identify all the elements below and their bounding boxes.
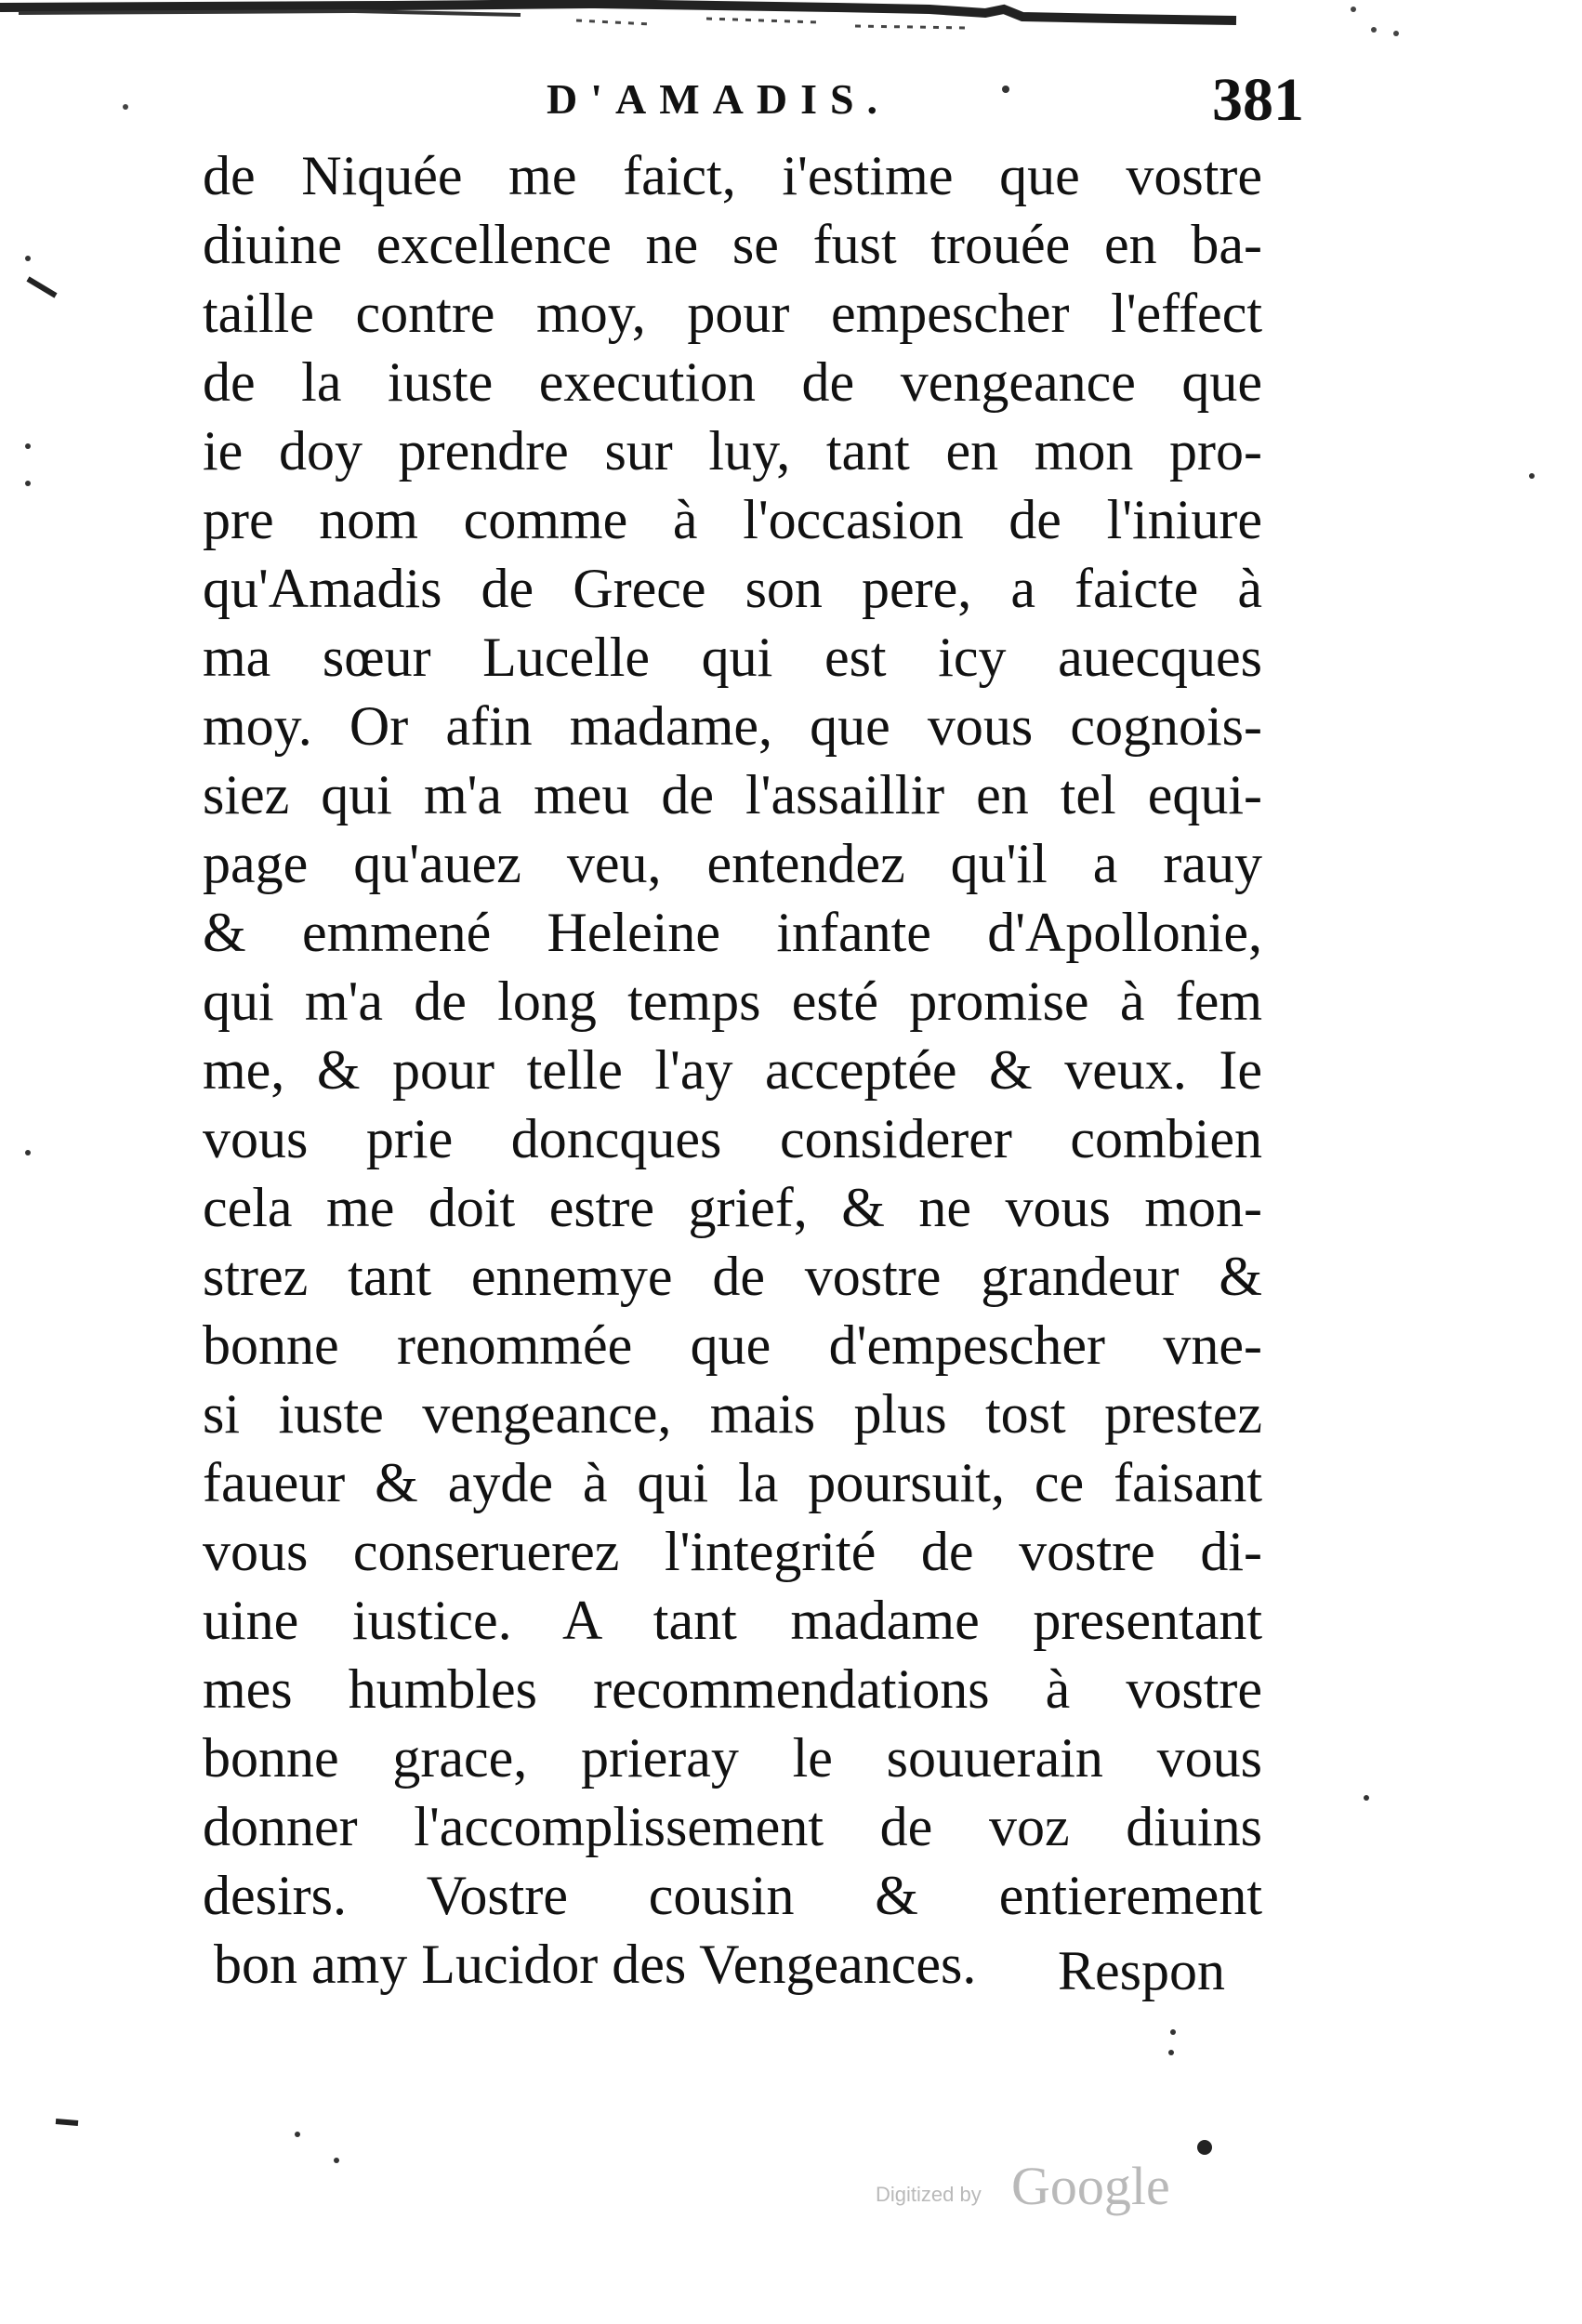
text-line: taille contre moy, pour empescher l'effect	[203, 283, 1262, 344]
text-line: vous conseruerez l'integrité de vostre di-	[203, 1521, 1262, 1582]
page-top-edge-smudge	[0, 0, 1582, 33]
google-logo: Google	[1011, 2156, 1170, 2216]
running-head	[0, 65, 1582, 149]
body-text	[203, 141, 1262, 1999]
running-title: D'AMADIS.	[547, 75, 891, 123]
digitized-by-google-watermark	[876, 2155, 1192, 2220]
text-line: qu'Amadis de Grece son pere, a faicte à	[203, 558, 1262, 619]
text-line: cela me doit estre grief, & ne vous mon-	[203, 1177, 1262, 1238]
text-line: ma sœur Lucelle qui est icy auecques	[203, 627, 1262, 688]
watermark-prefix: Digitized by	[876, 2183, 982, 2206]
text-line: siez qui m'a meu de l'assaillir en tel equi-	[203, 764, 1262, 825]
text-line: desirs. Vostre cousin & entierement	[203, 1865, 1262, 1926]
text-line: strez tant ennemye de vostre grandeur &	[203, 1246, 1262, 1307]
page-number: 381	[1212, 66, 1304, 134]
text-line: mes humbles recommendations à vostre	[203, 1658, 1262, 1720]
text-line: me, & pour telle l'ay acceptée & veux. Ie	[203, 1039, 1262, 1101]
text-line: de Niquée me faict, i'estime que vostre	[203, 145, 1262, 206]
text-line: pre nom comme à l'occasion de l'iniure	[203, 489, 1262, 550]
text-line: bonne renommée que d'empescher vne-	[203, 1314, 1262, 1376]
text-line: & emmené Heleine infante d'Apollonie,	[203, 902, 1262, 963]
text-line: page qu'auez veu, entendez qu'il a rauy	[203, 833, 1262, 894]
text-line: bonne grace, prieray le souuerain vous	[203, 1727, 1262, 1789]
text-line: qui m'a de long temps esté promise à fem	[203, 971, 1262, 1032]
text-line: si iuste vengeance, mais plus tost prestez	[203, 1383, 1262, 1445]
text-line: faueur & ayde à qui la poursuit, ce faisant	[203, 1452, 1262, 1513]
text-line: diuine excellence ne se fust trouée en ba-	[203, 214, 1262, 275]
text-line: de la iuste execution de vengeance que	[203, 351, 1262, 413]
text-line: vous prie doncques considerer combien	[203, 1108, 1262, 1169]
text-line: uine iustice. A tant madame presentant	[203, 1590, 1262, 1651]
catchword: Respon	[1058, 1940, 1225, 2001]
text-line: ie doy prendre sur luy, tant en mon pro-	[203, 420, 1262, 482]
text-line: bon amy Lucidor des Vengeances.	[214, 1934, 977, 1995]
text-line: moy. Or afin madame, que vous cognois-	[203, 695, 1262, 757]
text-line: donner l'accomplissement de voz diuins	[203, 1796, 1262, 1857]
